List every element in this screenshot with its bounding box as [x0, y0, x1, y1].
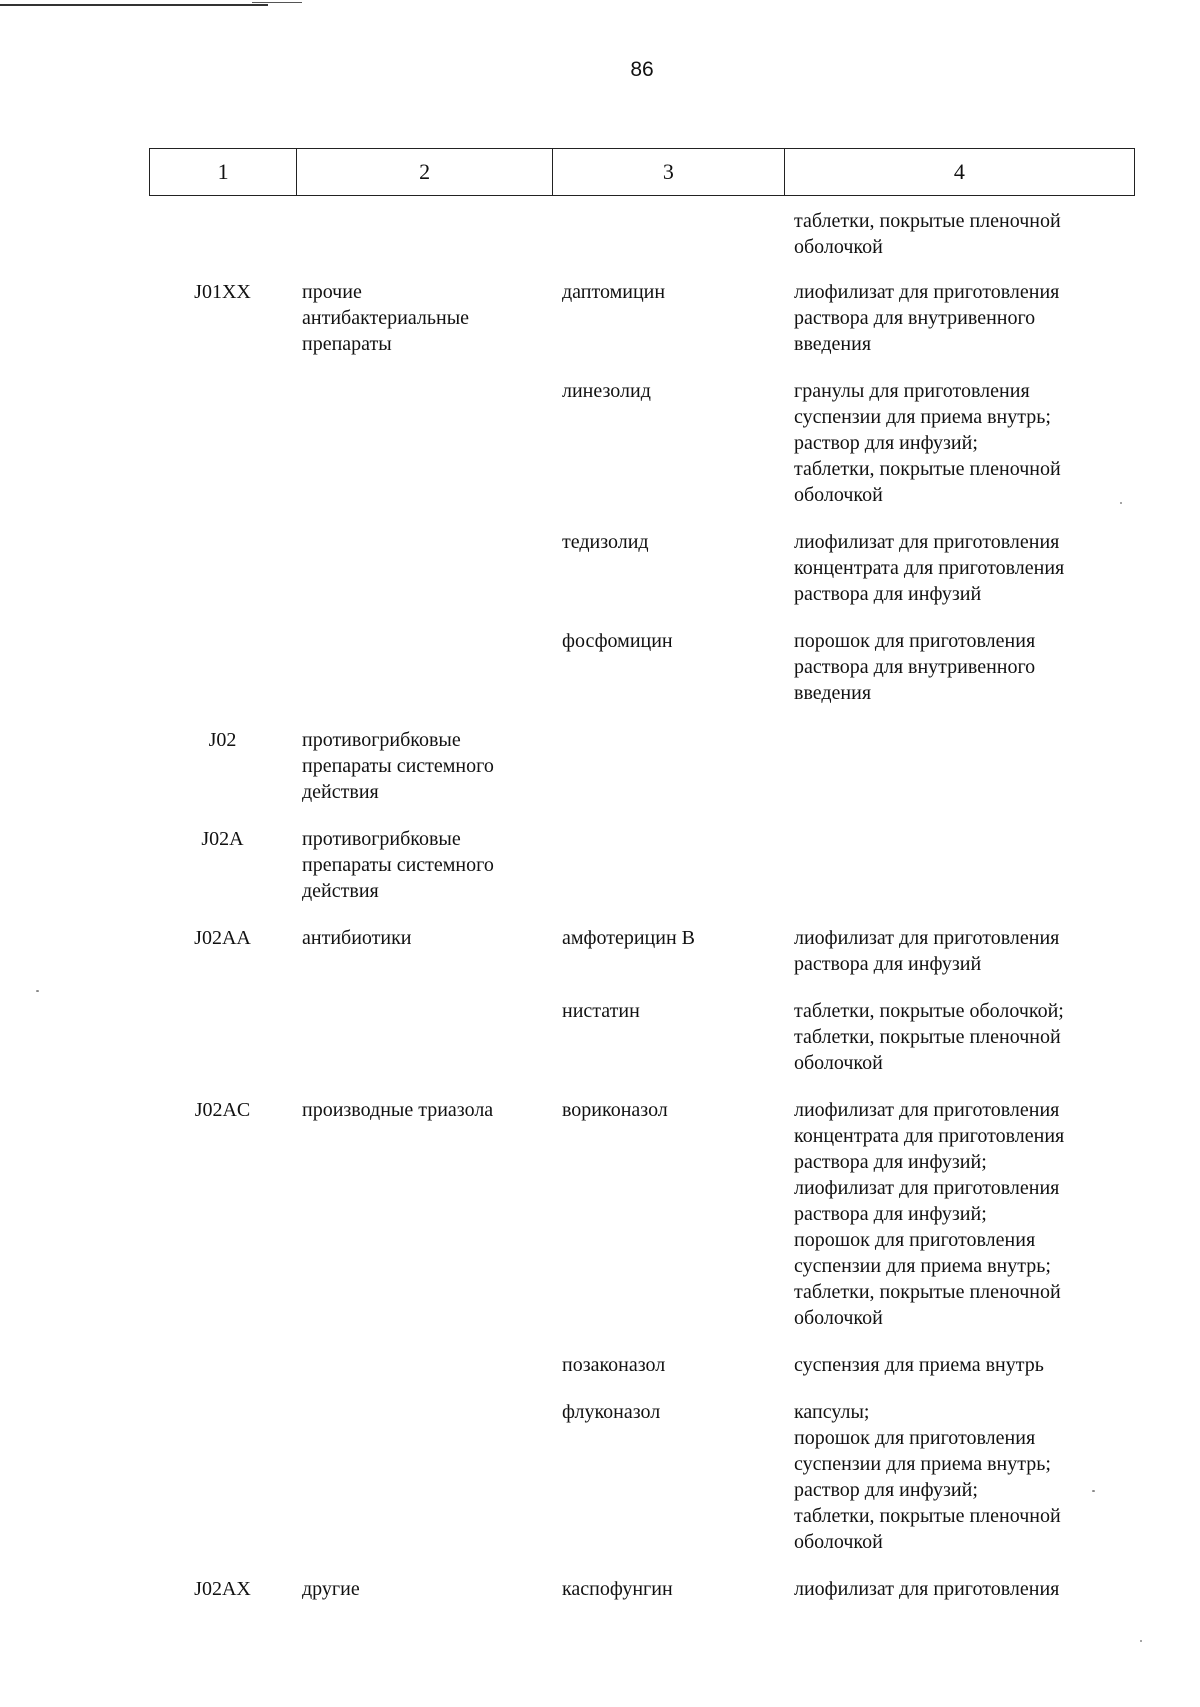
substance-cell: даптомицин — [562, 281, 666, 303]
group-name-cell: антибиотики — [302, 927, 412, 949]
table-row — [149, 1097, 1135, 1331]
scan-artifact-line — [252, 2, 302, 3]
page-number: 86 — [630, 58, 654, 81]
table-row — [149, 529, 1135, 607]
atc-code-cell: J02AX — [194, 1578, 251, 1600]
dosage-form-cell: лиофилизат для приготовления концентрата для приготовления раствора для инфузий — [794, 531, 1065, 605]
group-name-cell — [296, 628, 552, 706]
atc-code-cell — [149, 208, 296, 260]
substance-cell: линезолид — [562, 380, 651, 402]
group-name-cell: прочие антибактериальные препараты — [302, 281, 470, 355]
atc-code-cell: J02A — [201, 828, 244, 850]
atc-code-cell — [149, 1399, 296, 1555]
group-name-cell — [296, 529, 552, 607]
scan-speck — [1092, 1490, 1095, 1492]
table-row — [149, 727, 1135, 805]
table-header — [149, 148, 1135, 196]
substance-cell: каспофунгин — [562, 1578, 673, 1600]
substance-cell: тедизолид — [562, 531, 649, 553]
atc-code-cell — [149, 998, 296, 1076]
table-row — [149, 1576, 1135, 1602]
substance-cell: вориконазол — [562, 1099, 668, 1121]
substance-cell: амфотерицин В — [562, 927, 695, 949]
substance-cell: нистатин — [562, 1000, 640, 1022]
table-row — [149, 826, 1135, 904]
dosage-form-cell: таблетки, покрытые оболочкой; таблетки, покрытые пленочной оболочкой — [794, 1000, 1064, 1074]
header-col-1: 1 — [150, 149, 297, 196]
atc-code-cell: J02AA — [194, 927, 251, 949]
group-name-cell: производные триазола — [302, 1099, 494, 1121]
atc-code-cell — [149, 1352, 296, 1378]
table-row — [149, 925, 1135, 977]
scan-artifact-line — [0, 4, 268, 6]
group-name-cell: противогрибковые препараты системного действия — [302, 729, 494, 803]
substance-cell: позаконазол — [562, 1354, 666, 1376]
atc-code-cell — [149, 628, 296, 706]
dosage-form-cell — [784, 826, 1135, 904]
dosage-form-cell: лиофилизат для приготовления раствора для инфузий — [794, 927, 1060, 975]
dosage-form-cell: порошок для приготовления раствора для внутривенного введения — [794, 630, 1036, 704]
header-col-3: 3 — [552, 149, 784, 196]
table-row — [149, 378, 1135, 508]
atc-code-cell — [149, 529, 296, 607]
table-row — [149, 1399, 1135, 1555]
group-name-cell — [296, 378, 552, 508]
substance-cell — [552, 826, 784, 904]
dosage-form-cell: капсулы; порошок для приготовления суспензии для приема внутрь; раствор для инфузий; таблетки, покрытые пленочной оболочкой — [794, 1401, 1061, 1553]
dosage-form-cell: таблетки, покрытые пленочной оболочкой — [794, 210, 1061, 258]
substance-cell — [552, 208, 784, 260]
group-name-cell — [296, 1399, 552, 1555]
group-name-cell — [296, 208, 552, 260]
dosage-form-cell: лиофилизат для приготовления раствора для внутривенного введения — [794, 281, 1060, 355]
group-name-cell: противогрибковые препараты системного действия — [302, 828, 494, 902]
group-name-cell — [296, 998, 552, 1076]
dosage-form-cell: лиофилизат для приготовления концентрата для приготовления раствора для инфузий; лиофилизат для приготовления раствора для инфузий; порошок для приготовления суспензии для приема внутрь; таблетки, покрытые пленочной оболочкой — [794, 1099, 1065, 1329]
atc-code-cell — [149, 378, 296, 508]
substance-cell: флуконазол — [562, 1401, 661, 1423]
header-col-2: 2 — [297, 149, 553, 196]
scan-speck — [1140, 1640, 1142, 1642]
group-name-cell — [296, 1352, 552, 1378]
table-row — [149, 628, 1135, 706]
table-row — [149, 1352, 1135, 1378]
group-name-cell: другие — [302, 1578, 360, 1600]
dosage-form-cell: гранулы для приготовления суспензии для приема внутрь; раствор для инфузий; таблетки, покрытые пленочной оболочкой — [794, 380, 1061, 506]
table-body — [149, 208, 1135, 1602]
table-row — [149, 279, 1135, 357]
atc-code-cell: J01XX — [194, 281, 251, 303]
table-row — [149, 208, 1135, 260]
header-col-4: 4 — [784, 149, 1134, 196]
atc-code-cell: J02 — [208, 729, 237, 751]
substance-cell — [552, 727, 784, 805]
atc-code-cell: J02AC — [194, 1099, 251, 1121]
scan-speck — [36, 990, 39, 992]
dosage-form-cell — [784, 727, 1135, 805]
substance-cell: фосфомицин — [562, 630, 673, 652]
scan-speck — [1120, 502, 1122, 504]
dosage-form-cell: суспензия для приема внутрь — [794, 1354, 1044, 1376]
table-row — [149, 998, 1135, 1076]
dosage-form-cell: лиофилизат для приготовления — [794, 1578, 1060, 1600]
